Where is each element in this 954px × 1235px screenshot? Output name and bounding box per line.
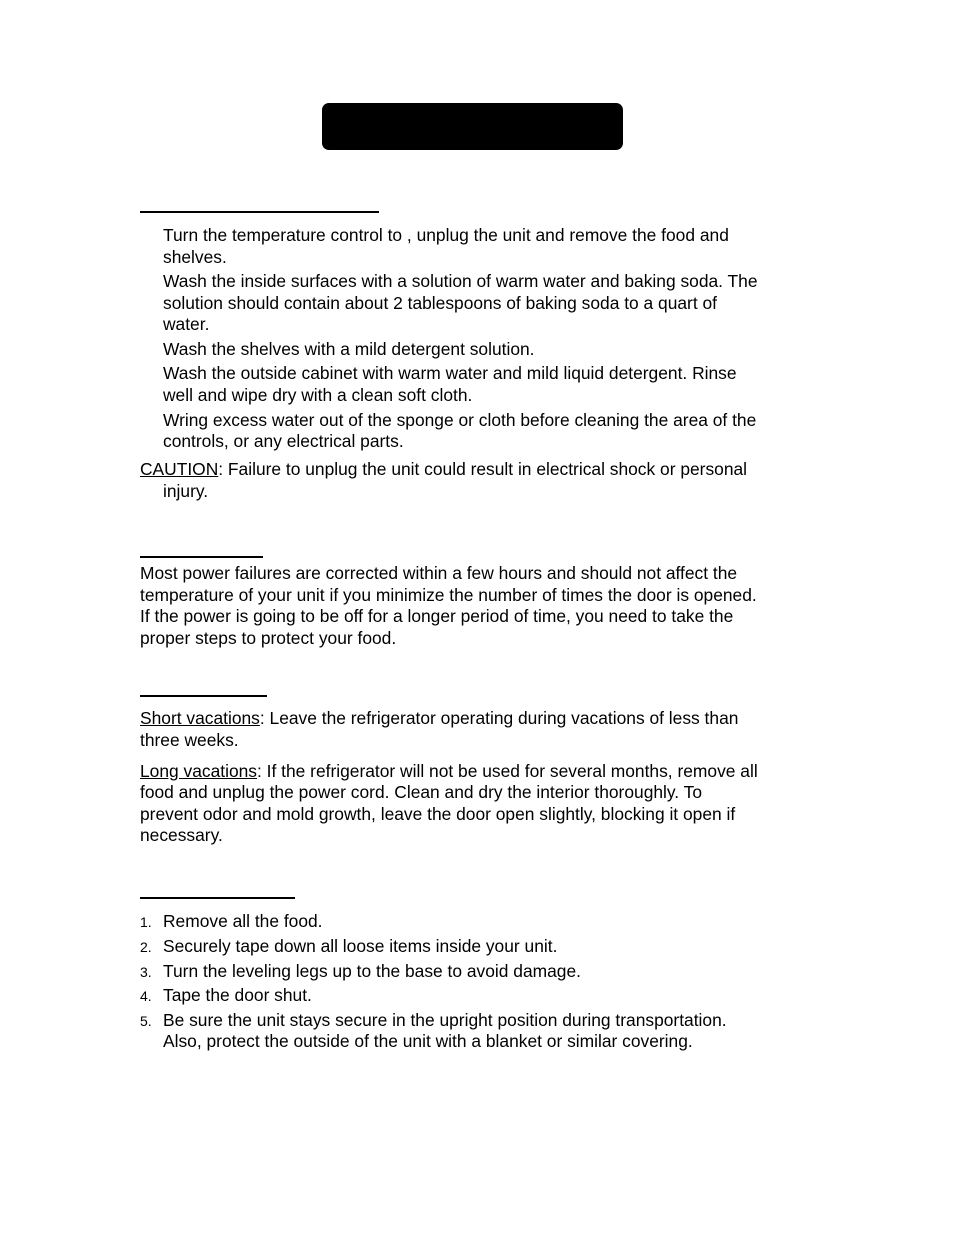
cleaning-item-5-line-1: Wring excess water out of the sponge or cloth before cleaning the area of the [163, 410, 757, 430]
long-vacation-line [140, 760, 758, 782]
short-vacation-line-2: three weeks. [140, 730, 239, 750]
caution-line [140, 458, 747, 480]
long-vacation-line-4: necessary. [140, 825, 223, 845]
power-failure-line-4: proper steps to protect your food. [140, 628, 397, 648]
caution-label: CAUTION [140, 459, 219, 479]
moving-step-4-number: 4. [140, 988, 152, 1004]
moving-heading-rule [140, 897, 295, 899]
moving-step-5-text-line-1: Be sure the unit stays secure in the upright position during transportation. [163, 1010, 727, 1030]
moving-step-5-number: 5. [140, 1013, 152, 1029]
power-failure-line-2: temperature of your unit if you minimize the number of times the door is opened. [140, 585, 757, 605]
cleaning-item-1-line-1: Turn the temperature control to , unplug the unit and remove the food and [163, 225, 729, 245]
cleaning-item-4-line-2: well and wipe dry with a clean soft cloth. [163, 385, 473, 405]
cleaning-heading-rule [140, 211, 379, 213]
cleaning-item-2-line-3: water. [163, 314, 210, 334]
long-vacation-line-3: prevent odor and mold growth, leave the door open slightly, blocking it open if [140, 804, 736, 824]
moving-step-1-text: Remove all the food. [163, 911, 323, 931]
caution-text: : Failure to unplug the unit could result in electrical shock or personal [218, 459, 748, 479]
cleaning-item-2-line-2: solution should contain about 2 tablespoons of baking soda to a quart of [163, 293, 718, 313]
short-vacation-line [140, 707, 738, 729]
cleaning-item-4-line-1: Wash the outside cabinet with warm water and mild liquid detergent. Rinse [163, 363, 737, 383]
long-vacation-label: Long vacations [140, 761, 257, 781]
cleaning-item-3-line-1: Wash the shelves with a mild detergent solution. [163, 339, 535, 359]
moving-step-4-text: Tape the door shut. [163, 985, 312, 1005]
moving-step-3-number: 3. [140, 964, 152, 980]
moving-step-5-text-line-2: Also, protect the outside of the unit with a blanket or similar covering. [163, 1031, 693, 1051]
power-failure-heading-rule [140, 556, 263, 558]
cleaning-item-2-line-1: Wash the inside surfaces with a solution of warm water and baking soda. The [163, 271, 758, 291]
power-failure-line-3: If the power is going to be off for a longer period of time, you need to take the [140, 606, 734, 626]
cleaning-item-1-line-2: shelves. [163, 247, 227, 267]
title-bar [322, 103, 623, 150]
caution-line-2: injury. [163, 481, 209, 501]
long-vacation-text: : If the refrigerator will not be used for several months, remove all [257, 761, 758, 781]
vacation-heading-rule [140, 695, 267, 697]
moving-step-2-number: 2. [140, 939, 152, 955]
cleaning-item-5-line-2: controls, or any electrical parts. [163, 431, 404, 451]
moving-step-1-number: 1. [140, 914, 152, 930]
moving-step-2-text: Securely tape down all loose items inside your unit. [163, 936, 558, 956]
short-vacation-label: Short vacations [140, 708, 260, 728]
power-failure-line-1: Most power failures are corrected within a few hours and should not affect the [140, 563, 738, 583]
long-vacation-line-2: food and unplug the power cord. Clean and dry the interior thoroughly. To [140, 782, 703, 802]
short-vacation-text: : Leave the refrigerator operating during vacations of less than [259, 708, 739, 728]
moving-step-3-text: Turn the leveling legs up to the base to avoid damage. [163, 961, 581, 981]
